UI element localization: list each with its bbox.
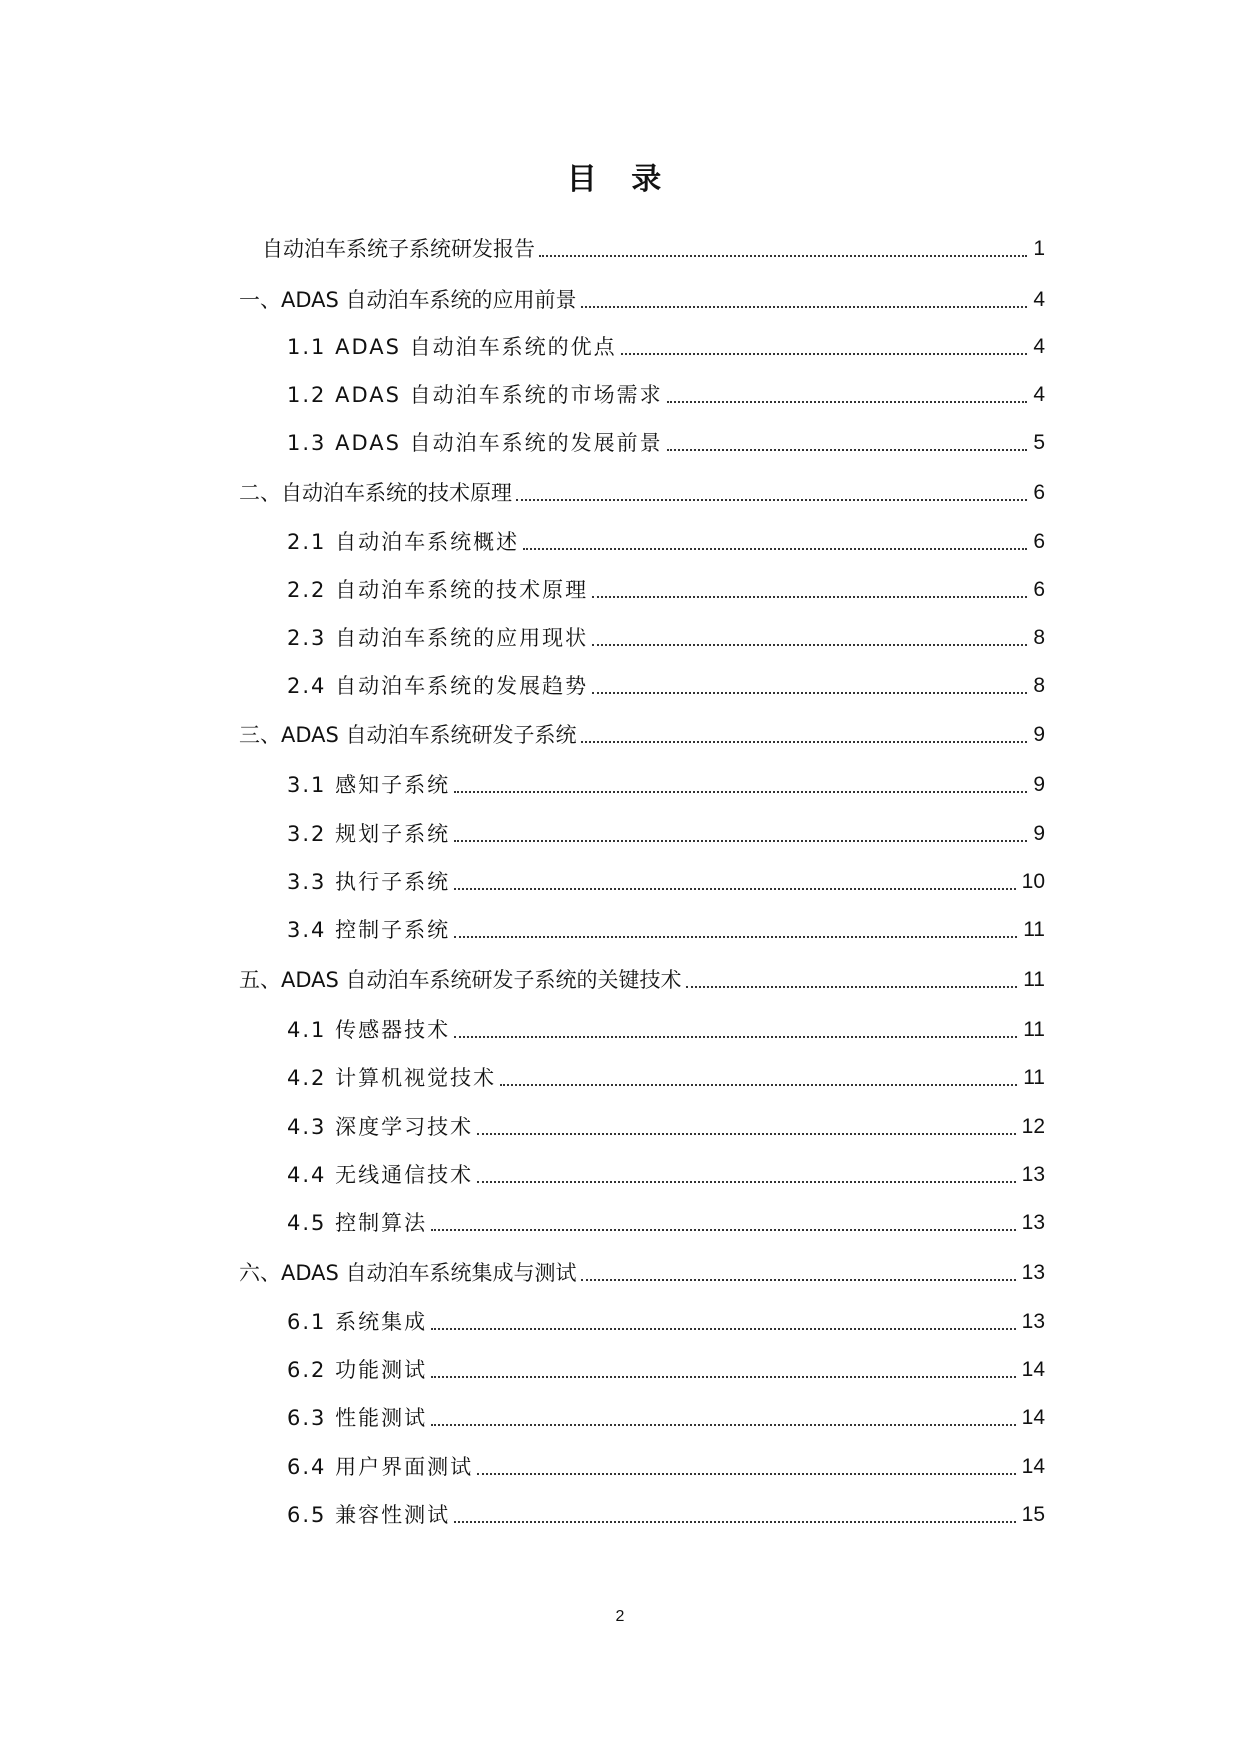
toc-chapter-entry[interactable] [239,283,1045,315]
toc-entry-page-number: 10 [1021,870,1045,893]
toc-entry-text: 3.2 规划子系统 [287,822,451,846]
toc-entry-page-number: 11 [1023,1066,1045,1089]
toc-entry-text: 1.1 ADAS 自动泊车系统的优点 [287,335,617,359]
toc-entry-page-number: 4 [1033,288,1045,311]
dot-leader [592,692,1027,694]
toc-subsection-entry[interactable] [287,378,1045,410]
toc-subsection-entry[interactable] [287,669,1045,701]
toc-entry-text: 自动泊车系统子系统研发报告 [262,237,535,261]
toc-subsection-entry[interactable] [287,573,1045,605]
toc-entry-text: 4.5 控制算法 [287,1211,428,1235]
toc-entry-text: 6.4 用户界面测试 [287,1455,474,1479]
dot-leader [431,1229,1016,1231]
toc-subsection-entry[interactable] [287,1353,1045,1385]
dot-leader [431,1424,1016,1426]
toc-report-title-entry[interactable] [262,232,1045,264]
toc-entry-text: 3.3 执行子系统 [287,870,451,894]
toc-entry-page-number: 11 [1023,918,1045,941]
toc-subsection-entry[interactable] [287,1401,1045,1433]
dot-leader [500,1084,1017,1086]
toc-entry-text: 6.3 性能测试 [287,1406,428,1430]
dot-leader [454,1521,1016,1523]
toc-entry-text: 五、ADAS 自动泊车系统研发子系统的关键技术 [239,968,682,992]
toc-chapter-entry[interactable] [239,476,1045,508]
toc-subsection-entry[interactable] [287,865,1045,897]
toc-entry-page-number: 5 [1033,431,1045,454]
toc-entry-page-number: 11 [1023,968,1045,991]
toc-entry-page-number: 9 [1033,723,1045,746]
toc-entry-text: 二、自动泊车系统的技术原理 [239,481,512,505]
toc-entry-text: 2.4 自动泊车系统的发展趋势 [287,674,589,698]
toc-chapter-entry[interactable] [239,718,1045,750]
dot-leader [592,596,1027,598]
toc-entry-page-number: 11 [1023,1018,1045,1041]
dot-leader [581,306,1028,308]
toc-subsection-entry[interactable] [287,1305,1045,1337]
toc-entry-page-number: 13 [1021,1310,1045,1333]
dot-leader [516,499,1027,501]
dot-leader [523,548,1027,550]
toc-entry-text: 4.1 传感器技术 [287,1018,451,1042]
toc-entry-text: 六、ADAS 自动泊车系统集成与测试 [239,1261,577,1285]
toc-subsection-entry[interactable] [287,1498,1045,1530]
toc-entry-text: 3.4 控制子系统 [287,918,451,942]
toc-subsection-entry[interactable] [287,768,1045,800]
dot-leader [454,1036,1017,1038]
dot-leader [454,840,1027,842]
toc-subsection-entry[interactable] [287,913,1045,945]
toc-entry-page-number: 9 [1033,822,1045,845]
dot-leader [431,1328,1016,1330]
toc-entry-page-number: 14 [1021,1406,1045,1429]
dot-leader [454,888,1016,890]
toc-entry-page-number: 6 [1033,481,1045,504]
dot-leader [477,1473,1016,1475]
toc-entry-page-number: 14 [1021,1358,1045,1381]
toc-entry-text: 4.4 无线通信技术 [287,1163,474,1187]
dot-leader [454,936,1017,938]
toc-subsection-entry[interactable] [287,525,1045,557]
toc-subsection-entry[interactable] [287,1013,1045,1045]
toc-entry-page-number: 12 [1021,1115,1045,1138]
toc-subsection-entry[interactable] [287,1110,1045,1142]
toc-subsection-entry[interactable] [287,621,1045,653]
toc-entry-page-number: 4 [1033,335,1045,358]
toc-entry-page-number: 13 [1021,1163,1045,1186]
toc-entry-text: 1.2 ADAS 自动泊车系统的市场需求 [287,383,663,407]
dot-leader [581,1279,1016,1281]
toc-subsection-entry[interactable] [287,1450,1045,1482]
toc-entry-page-number: 13 [1021,1211,1045,1234]
toc-entry-text: 2.3 自动泊车系统的应用现状 [287,626,589,650]
toc-entry-page-number: 8 [1033,674,1045,697]
toc-chapter-entry[interactable] [239,1256,1045,1288]
toc-entry-text: 4.2 计算机视觉技术 [287,1066,497,1090]
toc-subsection-entry[interactable] [287,1158,1045,1190]
toc-subsection-entry[interactable] [287,1061,1045,1093]
toc-subsection-entry[interactable] [287,1206,1045,1238]
dot-leader [477,1133,1016,1135]
toc-entry-page-number: 1 [1033,237,1045,260]
page-number: 2 [615,1608,625,1625]
toc-entry-page-number: 15 [1021,1503,1045,1526]
toc-entry-page-number: 6 [1033,530,1045,553]
dot-leader [431,1376,1016,1378]
toc-entry-page-number: 6 [1033,578,1045,601]
dot-leader [539,255,1027,257]
toc-entry-text: 6.5 兼容性测试 [287,1503,451,1527]
dot-leader [686,986,1018,988]
toc-entry-text: 2.1 自动泊车系统概述 [287,530,520,554]
toc-entry-text: 1.3 ADAS 自动泊车系统的发展前景 [287,431,663,455]
toc-entry-page-number: 4 [1033,383,1045,406]
toc-entry-text: 2.2 自动泊车系统的技术原理 [287,578,589,602]
dot-leader [477,1181,1016,1183]
toc-chapter-entry[interactable] [239,963,1045,995]
toc-title: 目 录 [566,162,674,197]
toc-entry-page-number: 8 [1033,626,1045,649]
toc-entry-page-number: 14 [1021,1455,1045,1478]
toc-entry-text: 6.2 功能测试 [287,1358,428,1382]
dot-leader [667,401,1028,403]
toc-subsection-entry[interactable] [287,330,1045,362]
dot-leader [621,353,1028,355]
dot-leader [581,741,1028,743]
toc-entry-page-number: 13 [1021,1261,1045,1284]
toc-entry-text: 4.3 深度学习技术 [287,1115,474,1139]
toc-subsection-entry[interactable] [287,817,1045,849]
toc-entry-text: 一、ADAS 自动泊车系统的应用前景 [239,288,577,312]
toc-entry-text: 3.1 感知子系统 [287,773,451,797]
toc-subsection-entry[interactable] [287,426,1045,458]
dot-leader [454,791,1027,793]
toc-entry-text: 三、ADAS 自动泊车系统研发子系统 [239,723,577,747]
toc-entry-text: 6.1 系统集成 [287,1310,428,1334]
dot-leader [667,449,1028,451]
toc-entry-page-number: 9 [1033,773,1045,796]
dot-leader [592,644,1027,646]
